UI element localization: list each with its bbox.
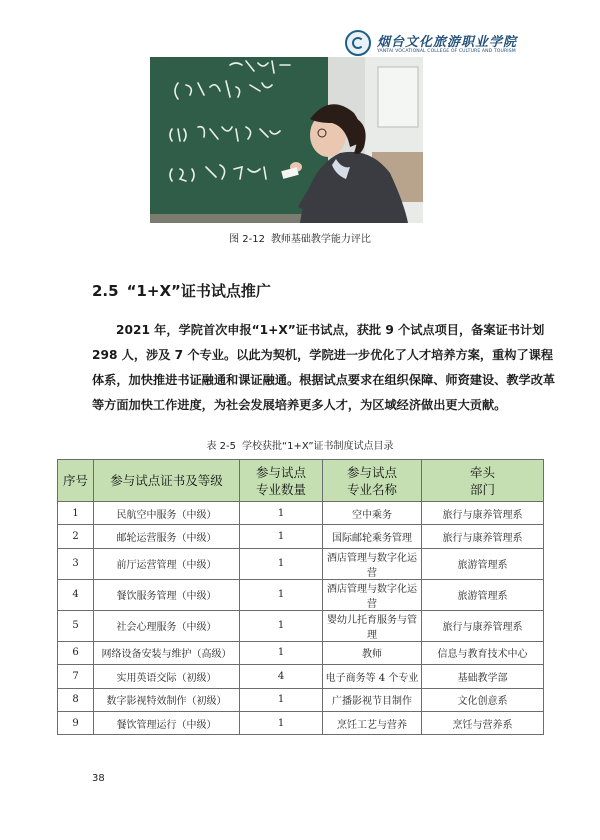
- cell-index: 4: [58, 579, 94, 610]
- college-logo: [345, 30, 545, 60]
- cell-department: 信息与教育技术中心: [422, 641, 544, 664]
- cell-major-name: 烹饪工艺与营养: [323, 711, 422, 734]
- cell-department: 旅行与康养管理系: [422, 525, 544, 548]
- cell-certificate: 实用英语交际（初级）: [94, 665, 240, 688]
- header-certificate: 参与试点证书及等级: [94, 460, 240, 502]
- table-row: [58, 525, 544, 548]
- body-paragraph: [92, 318, 556, 418]
- cell-index: 5: [58, 610, 94, 641]
- cell-index: 9: [58, 711, 94, 734]
- cell-certificate: 餐饮管理运行（中级）: [94, 711, 240, 734]
- paragraph-line: 体系，加快推进书证融通和课证融通。根据试点要求在组织保障、师资建设、教学改革: [92, 373, 556, 387]
- cell-index: 6: [58, 641, 94, 664]
- cell-major-count: 1: [240, 548, 323, 579]
- cell-major-count: 1: [240, 502, 323, 525]
- table-row: [58, 610, 544, 641]
- cell-certificate: 网络设备安装与维护（高级）: [94, 641, 240, 664]
- cell-major-name: 婴幼儿托育服务与管理: [323, 610, 422, 641]
- paragraph-line: 等方面加快工作进度，为社会发展培养更多人才，为区域经济做出更大贡献。: [92, 398, 507, 412]
- table-row: [58, 688, 544, 711]
- cell-department: 烹饪与营养系: [422, 711, 544, 734]
- college-emblem-icon: [345, 30, 371, 56]
- header-department: 牵头 部门: [422, 460, 544, 502]
- cell-index: 7: [58, 665, 94, 688]
- table-row: [58, 641, 544, 664]
- cell-certificate: 社会心理服务（中级）: [94, 610, 240, 641]
- table-row: [58, 502, 544, 525]
- cell-index: 8: [58, 688, 94, 711]
- cell-major-count: 1: [240, 711, 323, 734]
- table-caption-text: 学校获批“1+X”证书制度试点目录: [241, 441, 394, 452]
- paragraph-line: 2021 年，学院首次申报“1+X”证书试点，获批 9 个试点项目，备案证书计划: [116, 323, 545, 337]
- header-major-name: 参与试点 专业名称: [323, 460, 422, 502]
- table-row: [58, 665, 544, 688]
- section-heading: [92, 280, 271, 301]
- cell-department: 基础教学部: [422, 665, 544, 688]
- table-row: [58, 711, 544, 734]
- cell-certificate: 餐饮服务管理（中级）: [94, 579, 240, 610]
- cell-index: 1: [58, 502, 94, 525]
- college-name-en: YANTAI VOCATIONAL COLLEGE OF CULTURE AND TOURISM: [377, 49, 516, 54]
- college-name-cn: 烟台文化旅游职业学院: [377, 35, 518, 50]
- certificate-pilot-table: [57, 459, 544, 735]
- cell-department: 旅游管理系: [422, 548, 544, 579]
- cell-major-count: 1: [240, 579, 323, 610]
- cell-major-name: 教师: [323, 641, 422, 664]
- table-row: [58, 548, 544, 579]
- cell-department: 旅游管理系: [422, 579, 544, 610]
- cell-certificate: 邮轮运营服务（中级）: [94, 525, 240, 548]
- cell-major-name: 国际邮轮乘务管理: [323, 525, 422, 548]
- cell-certificate: 民航空中服务（中级）: [94, 502, 240, 525]
- cell-certificate: 数字影视特效制作（初级）: [94, 688, 240, 711]
- cell-department: 旅行与康养管理系: [422, 610, 544, 641]
- teacher-photo: [150, 57, 423, 223]
- cell-major-count: 4: [240, 665, 323, 688]
- cell-major-name: 酒店管理与数字化运营: [323, 548, 422, 579]
- table-row: [58, 579, 544, 610]
- header-major-count: 参与试点 专业数量: [240, 460, 323, 502]
- cell-major-count: 1: [240, 525, 323, 548]
- figure-caption: [0, 230, 600, 245]
- page-number: 38: [92, 773, 105, 784]
- cell-major-count: 1: [240, 641, 323, 664]
- header-index: 序号: [58, 460, 94, 502]
- table-caption-number: 表 2-5: [206, 441, 236, 452]
- cell-department: 旅行与康养管理系: [422, 502, 544, 525]
- cell-major-name: 酒店管理与数字化运营: [323, 579, 422, 610]
- cell-certificate: 前厅运营管理（中级）: [94, 548, 240, 579]
- section-number: 2.5: [92, 282, 119, 300]
- figure-caption-text: 教师基础教学能力评比: [270, 234, 371, 245]
- table-caption: [0, 437, 600, 452]
- figure-caption-number: 图 2-12: [229, 234, 265, 245]
- paragraph-line: 298 人，涉及 7 个专业。以此为契机，学院进一步优化了人才培养方案，重构了课程: [92, 348, 554, 362]
- cell-index: 3: [58, 548, 94, 579]
- cell-department: 文化创意系: [422, 688, 544, 711]
- table-header-row: [58, 460, 544, 502]
- cell-major-name: 电子商务等 4 个专业: [323, 665, 422, 688]
- cell-major-name: 空中乘务: [323, 502, 422, 525]
- cell-major-count: 1: [240, 610, 323, 641]
- cell-major-name: 广播影视节目制作: [323, 688, 422, 711]
- cell-index: 2: [58, 525, 94, 548]
- section-title-text: “1+X”证书试点推广: [126, 282, 271, 300]
- cell-major-count: 1: [240, 688, 323, 711]
